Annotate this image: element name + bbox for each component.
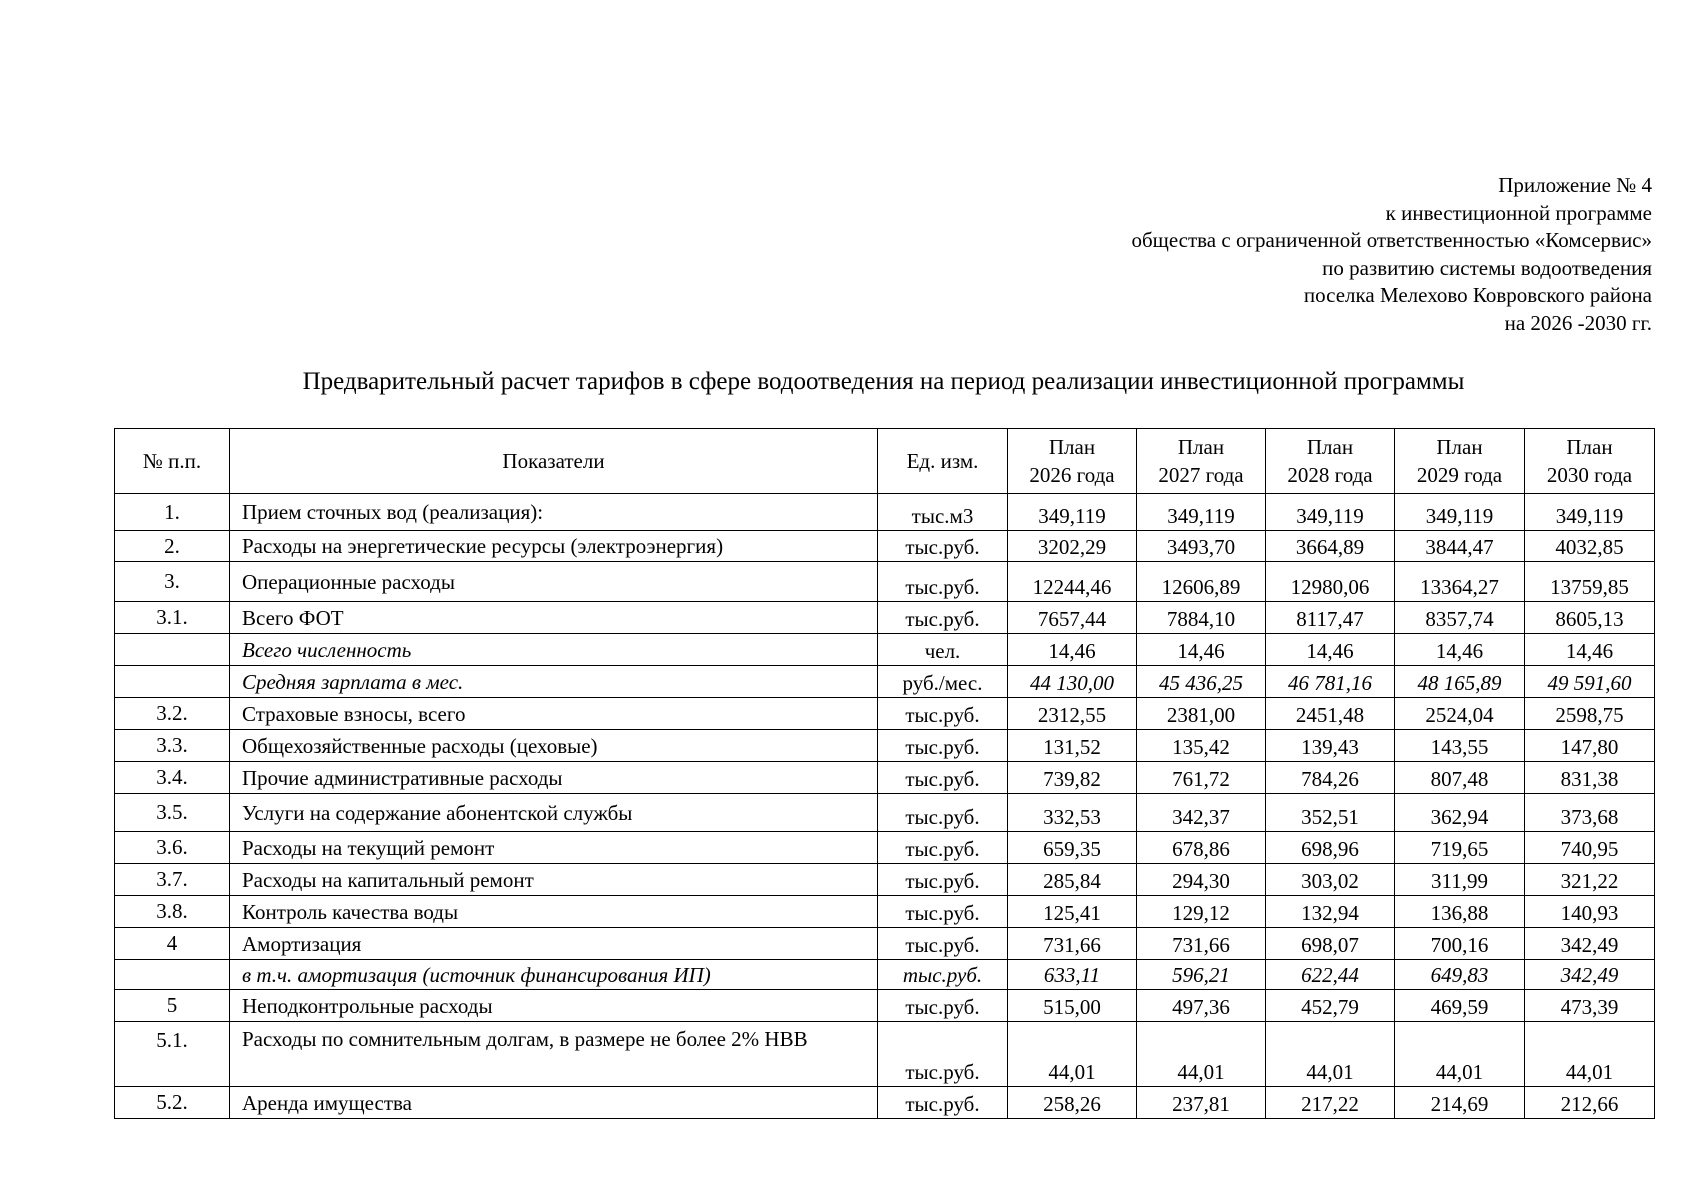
value-2027: 497,36 bbox=[1137, 990, 1266, 1022]
row-unit: тыс.руб. bbox=[878, 1022, 1008, 1087]
value-2029: 3844,47 bbox=[1395, 531, 1525, 562]
appendix-line: на 2026 -2030 гг. bbox=[1504, 310, 1652, 335]
header-year-label: 2030 года bbox=[1546, 463, 1633, 487]
value-2029: 8357,74 bbox=[1395, 602, 1525, 634]
row-indicator: Расходы по сомнительным долгам, в размере не более 2% НВВ bbox=[230, 1022, 878, 1087]
table-row bbox=[115, 762, 1655, 794]
row-indicator: Расходы на капитальный ремонт bbox=[230, 864, 878, 896]
value-2029: 362,94 bbox=[1395, 794, 1525, 832]
row-unit: тыс.руб. bbox=[878, 762, 1008, 794]
appendix-line: Приложение № 4 bbox=[1498, 173, 1652, 197]
row-indicator: Услуги на содержание абонентской службы bbox=[230, 794, 878, 832]
header-year-label: 2026 года bbox=[1029, 463, 1115, 487]
value-2027: 12606,89 bbox=[1137, 562, 1266, 602]
header-row bbox=[115, 429, 1655, 494]
value-2027: 2381,00 bbox=[1137, 698, 1266, 730]
row-number: 1. bbox=[115, 494, 230, 531]
row-unit: тыс.руб. bbox=[878, 1087, 1008, 1119]
value-2029: 143,55 bbox=[1395, 730, 1525, 762]
value-2030: 8605,13 bbox=[1525, 602, 1655, 634]
value-2028: 139,43 bbox=[1266, 730, 1395, 762]
value-2027: 349,119 bbox=[1137, 494, 1266, 531]
row-number: 4 bbox=[115, 928, 230, 960]
table-row bbox=[115, 832, 1655, 864]
value-2030: 342,49 bbox=[1525, 928, 1655, 960]
value-2030: 140,93 bbox=[1525, 896, 1655, 928]
row-indicator: Всего ФОТ bbox=[230, 602, 878, 634]
table-row bbox=[115, 1087, 1655, 1119]
value-2028: 14,46 bbox=[1266, 634, 1395, 666]
value-2030: 212,66 bbox=[1525, 1087, 1655, 1119]
value-2028: 12980,06 bbox=[1266, 562, 1395, 602]
value-2026: 731,66 bbox=[1008, 928, 1137, 960]
header-year-label: 2027 года bbox=[1158, 463, 1244, 487]
value-2030: 342,49 bbox=[1525, 960, 1655, 990]
row-unit: тыс.руб. bbox=[878, 531, 1008, 562]
value-2029: 13364,27 bbox=[1395, 562, 1525, 602]
row-number: 3.7. bbox=[115, 864, 230, 896]
value-2027: 7884,10 bbox=[1137, 602, 1266, 634]
table-row bbox=[115, 602, 1655, 634]
row-number: 3.2. bbox=[115, 698, 230, 730]
value-2026: 3202,29 bbox=[1008, 531, 1137, 562]
value-2028: 132,94 bbox=[1266, 896, 1395, 928]
value-2029: 469,59 bbox=[1395, 990, 1525, 1022]
header-name: Показатели bbox=[230, 429, 878, 494]
header-year-plan: План bbox=[1048, 435, 1096, 459]
value-2030: 740,95 bbox=[1525, 832, 1655, 864]
value-2026: 12244,46 bbox=[1008, 562, 1137, 602]
value-2026: 125,41 bbox=[1008, 896, 1137, 928]
value-2028: 3664,89 bbox=[1266, 531, 1395, 562]
row-indicator: Аренда имущества bbox=[230, 1087, 878, 1119]
table-row bbox=[115, 990, 1655, 1022]
value-2028: 303,02 bbox=[1266, 864, 1395, 896]
row-indicator: Общехозяйственные расходы (цеховые) bbox=[230, 730, 878, 762]
value-2026: 7657,44 bbox=[1008, 602, 1137, 634]
table-row bbox=[115, 864, 1655, 896]
row-unit: тыс.руб. bbox=[878, 794, 1008, 832]
header-year-plan: План bbox=[1566, 435, 1613, 459]
appendix-line: общества с ограниченной ответственностью «Комсервис» bbox=[1131, 228, 1652, 252]
row-number: 3. bbox=[115, 562, 230, 602]
header-year-plan: План bbox=[1436, 435, 1483, 459]
value-2029: 649,83 bbox=[1395, 960, 1525, 990]
appendix-line: по развитию системы водоотведения bbox=[1322, 255, 1652, 280]
table-row bbox=[115, 1022, 1655, 1087]
value-2028: 46 781,16 bbox=[1266, 666, 1395, 698]
value-2029: 44,01 bbox=[1395, 1022, 1525, 1087]
value-2027: 129,12 bbox=[1137, 896, 1266, 928]
value-2030: 147,80 bbox=[1525, 730, 1655, 762]
row-number: 3.1. bbox=[115, 602, 230, 634]
row-number: 3.8. bbox=[115, 896, 230, 928]
table-row bbox=[115, 896, 1655, 928]
value-2026: 285,84 bbox=[1008, 864, 1137, 896]
value-2027: 294,30 bbox=[1137, 864, 1266, 896]
value-2030: 321,22 bbox=[1525, 864, 1655, 896]
header-num: № п.п. bbox=[115, 429, 230, 494]
value-2029: 349,119 bbox=[1395, 494, 1525, 531]
row-number: 5.1. bbox=[115, 1022, 230, 1087]
header-year-label: 2028 года bbox=[1287, 463, 1373, 487]
row-unit: тыс.руб. bbox=[878, 698, 1008, 730]
value-2030: 4032,85 bbox=[1525, 531, 1655, 562]
row-number: 3.5. bbox=[115, 794, 230, 832]
value-2029: 48 165,89 bbox=[1395, 666, 1525, 698]
value-2029: 14,46 bbox=[1395, 634, 1525, 666]
row-indicator: в т.ч. амортизация (источник финансирования ИП) bbox=[230, 960, 878, 990]
row-unit: тыс.руб. bbox=[878, 602, 1008, 634]
table-row bbox=[115, 928, 1655, 960]
table-row bbox=[115, 531, 1655, 562]
value-2027: 342,37 bbox=[1137, 794, 1266, 832]
table-row bbox=[115, 494, 1655, 531]
appendix-line: поселка Мелехово Ковровского района bbox=[1303, 283, 1652, 307]
header-year bbox=[1525, 429, 1655, 494]
value-2030: 349,119 bbox=[1525, 494, 1655, 531]
value-2030: 44,01 bbox=[1525, 1022, 1655, 1087]
row-indicator: Операционные расходы bbox=[230, 562, 878, 602]
header-unit: Ед. изм. bbox=[878, 429, 1008, 494]
row-unit: тыс.руб. bbox=[878, 864, 1008, 896]
value-2030: 831,38 bbox=[1525, 762, 1655, 794]
value-2028: 698,07 bbox=[1266, 928, 1395, 960]
value-2027: 678,86 bbox=[1137, 832, 1266, 864]
value-2030: 14,46 bbox=[1525, 634, 1655, 666]
value-2027: 14,46 bbox=[1137, 634, 1266, 666]
table-row bbox=[115, 634, 1655, 666]
table-row bbox=[115, 794, 1655, 832]
row-indicator: Расходы на текущий ремонт bbox=[230, 832, 878, 864]
value-2029: 214,69 bbox=[1395, 1087, 1525, 1119]
row-number bbox=[115, 666, 230, 698]
row-indicator: Расходы на энергетические ресурсы (электроэнергия) bbox=[230, 531, 878, 562]
row-number: 3.3. bbox=[115, 730, 230, 762]
value-2028: 622,44 bbox=[1266, 960, 1395, 990]
row-number: 5.2. bbox=[115, 1087, 230, 1119]
value-2029: 2524,04 bbox=[1395, 698, 1525, 730]
value-2029: 719,65 bbox=[1395, 832, 1525, 864]
row-number: 2. bbox=[115, 531, 230, 562]
row-number bbox=[115, 634, 230, 666]
value-2028: 698,96 bbox=[1266, 832, 1395, 864]
tariff-table bbox=[114, 428, 1655, 1119]
row-unit: тыс.руб. bbox=[878, 960, 1008, 990]
value-2030: 473,39 bbox=[1525, 990, 1655, 1022]
row-unit: тыс.м3 bbox=[878, 494, 1008, 531]
table-row bbox=[115, 698, 1655, 730]
value-2028: 44,01 bbox=[1266, 1022, 1395, 1087]
row-unit: руб./мес. bbox=[878, 666, 1008, 698]
row-indicator: Прием сточных вод (реализация): bbox=[230, 494, 878, 531]
value-2029: 136,88 bbox=[1395, 896, 1525, 928]
row-number bbox=[115, 960, 230, 990]
value-2027: 135,42 bbox=[1137, 730, 1266, 762]
value-2027: 44,01 bbox=[1137, 1022, 1266, 1087]
header-year-plan: План bbox=[1306, 435, 1354, 459]
row-unit: тыс.руб. bbox=[878, 896, 1008, 928]
value-2028: 349,119 bbox=[1266, 494, 1395, 531]
row-indicator: Средняя зарплата в мес. bbox=[230, 666, 878, 698]
value-2027: 237,81 bbox=[1137, 1087, 1266, 1119]
value-2026: 44,01 bbox=[1008, 1022, 1137, 1087]
row-indicator: Всего численность bbox=[230, 634, 878, 666]
row-indicator: Неподконтрольные расходы bbox=[230, 990, 878, 1022]
value-2028: 452,79 bbox=[1266, 990, 1395, 1022]
value-2026: 131,52 bbox=[1008, 730, 1137, 762]
row-number: 3.6. bbox=[115, 832, 230, 864]
header-year bbox=[1395, 429, 1525, 494]
value-2026: 44 130,00 bbox=[1008, 666, 1137, 698]
row-indicator: Контроль качества воды bbox=[230, 896, 878, 928]
header-year-label: 2029 года bbox=[1416, 463, 1503, 487]
table-row bbox=[115, 730, 1655, 762]
value-2026: 515,00 bbox=[1008, 990, 1137, 1022]
value-2028: 352,51 bbox=[1266, 794, 1395, 832]
row-indicator: Прочие административные расходы bbox=[230, 762, 878, 794]
appendix-line: к инвестиционной программе bbox=[1385, 200, 1652, 225]
value-2026: 258,26 bbox=[1008, 1087, 1137, 1119]
value-2026: 633,11 bbox=[1008, 960, 1137, 990]
row-number: 3.4. bbox=[115, 762, 230, 794]
row-unit: тыс.руб. bbox=[878, 832, 1008, 864]
row-indicator: Амортизация bbox=[230, 928, 878, 960]
row-indicator: Страховые взносы, всего bbox=[230, 698, 878, 730]
value-2027: 731,66 bbox=[1137, 928, 1266, 960]
value-2027: 761,72 bbox=[1137, 762, 1266, 794]
value-2030: 13759,85 bbox=[1525, 562, 1655, 602]
value-2028: 2451,48 bbox=[1266, 698, 1395, 730]
value-2026: 349,119 bbox=[1008, 494, 1137, 531]
value-2026: 14,46 bbox=[1008, 634, 1137, 666]
value-2028: 8117,47 bbox=[1266, 602, 1395, 634]
value-2029: 311,99 bbox=[1395, 864, 1525, 896]
table-row bbox=[115, 666, 1655, 698]
row-unit: тыс.руб. bbox=[878, 928, 1008, 960]
header-year bbox=[1137, 429, 1266, 494]
row-unit: тыс.руб. bbox=[878, 730, 1008, 762]
header-year bbox=[1266, 429, 1395, 494]
document-title: Предварительный расчет тарифов в сфере водоотведения на период реализации инвестиционной программы bbox=[302, 368, 1465, 395]
row-unit: чел. bbox=[878, 634, 1008, 666]
value-2026: 2312,55 bbox=[1008, 698, 1137, 730]
header-year bbox=[1008, 429, 1137, 494]
value-2030: 373,68 bbox=[1525, 794, 1655, 832]
value-2026: 332,53 bbox=[1008, 794, 1137, 832]
row-unit: тыс.руб. bbox=[878, 990, 1008, 1022]
value-2027: 45 436,25 bbox=[1137, 666, 1266, 698]
value-2026: 739,82 bbox=[1008, 762, 1137, 794]
row-unit: тыс.руб. bbox=[878, 562, 1008, 602]
value-2026: 659,35 bbox=[1008, 832, 1137, 864]
value-2029: 807,48 bbox=[1395, 762, 1525, 794]
row-number: 5 bbox=[115, 990, 230, 1022]
value-2030: 49 591,60 bbox=[1525, 666, 1655, 698]
appendix-caption bbox=[1131, 172, 1652, 337]
table-row bbox=[115, 562, 1655, 602]
value-2028: 784,26 bbox=[1266, 762, 1395, 794]
value-2029: 700,16 bbox=[1395, 928, 1525, 960]
value-2027: 596,21 bbox=[1137, 960, 1266, 990]
value-2030: 2598,75 bbox=[1525, 698, 1655, 730]
header-year-plan: План bbox=[1177, 435, 1225, 459]
value-2027: 3493,70 bbox=[1137, 531, 1266, 562]
value-2028: 217,22 bbox=[1266, 1087, 1395, 1119]
table-row bbox=[115, 960, 1655, 990]
